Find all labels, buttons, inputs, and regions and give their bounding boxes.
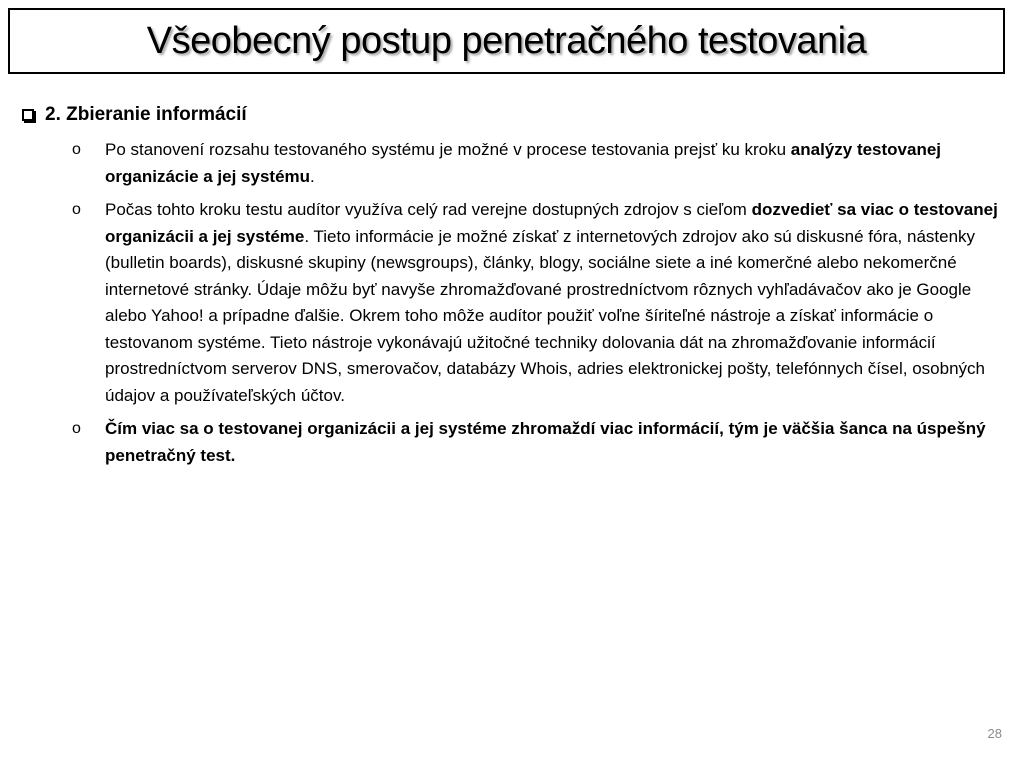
bullet-list xyxy=(72,137,1002,476)
item-text-part: . Tieto informácie je možné získať z internetových zdrojov ako sú diskusné fóra, nástenky (bulletin boards), diskusné skupiny (newsgroups), články, blogy, sociálne siete a iné komerčné alebo nekomerčné internetové stránky. Údaje môžu byť navyše zhromažďované prostredníctvom rôznych vyhľadávačov ako je Google alebo Yahoo! a prípadne ďalšie. Okrem toho môže audítor použiť voľne šíriteľné nástroje a získať informácie o testovanom systéme. Tieto nástroje vykonávajú užitočné techniky dolovania dát na zhromažďovanie informácií prostredníctvom serverov DNS, smerovačov, databázy Whois, adries elektronickej pošty, telefónnych čísel, osobných údajov a používateľských účtov. xyxy=(105,226,985,405)
checkbox-bullet-icon xyxy=(22,109,34,121)
item-text-part: Po stanovení rozsahu testovaného systému je možné v procese testovania prejsť ku kroku xyxy=(105,140,791,159)
item-bold-part: dozvedieť sa viac o testovanej organizácii a jej systéme xyxy=(105,200,998,246)
circle-bullet-icon: o xyxy=(72,420,81,437)
list-item-text xyxy=(105,416,1002,469)
item-bold-part: analýzy testovanej organizácie a jej systému xyxy=(105,140,942,186)
title-box xyxy=(8,8,1005,74)
item-text-part: Počas tohto kroku testu audítor využíva celý rad verejne dostupných zdrojov s cieľom xyxy=(105,200,752,219)
circle-bullet-icon: o xyxy=(72,141,81,158)
list-item-text xyxy=(105,197,1002,409)
circle-bullet-icon: o xyxy=(72,201,81,218)
list-item-text xyxy=(105,137,1002,190)
item-bold-part: Čím viac sa o testovanej organizácii a jej systéme zhromaždí viac informácií, tým je väčšia šanca na úspešný penetračný test. xyxy=(105,419,986,465)
list-item xyxy=(72,197,1002,409)
heading-text: 2. Zbieranie informácií xyxy=(45,104,247,125)
list-item xyxy=(72,137,1002,190)
list-item xyxy=(72,416,1002,469)
page-number: 28 xyxy=(987,726,1002,741)
slide-title: Všeobecný postup penetračného testovania xyxy=(146,19,867,62)
item-text-part: . xyxy=(310,166,315,186)
section-heading xyxy=(22,102,1002,128)
